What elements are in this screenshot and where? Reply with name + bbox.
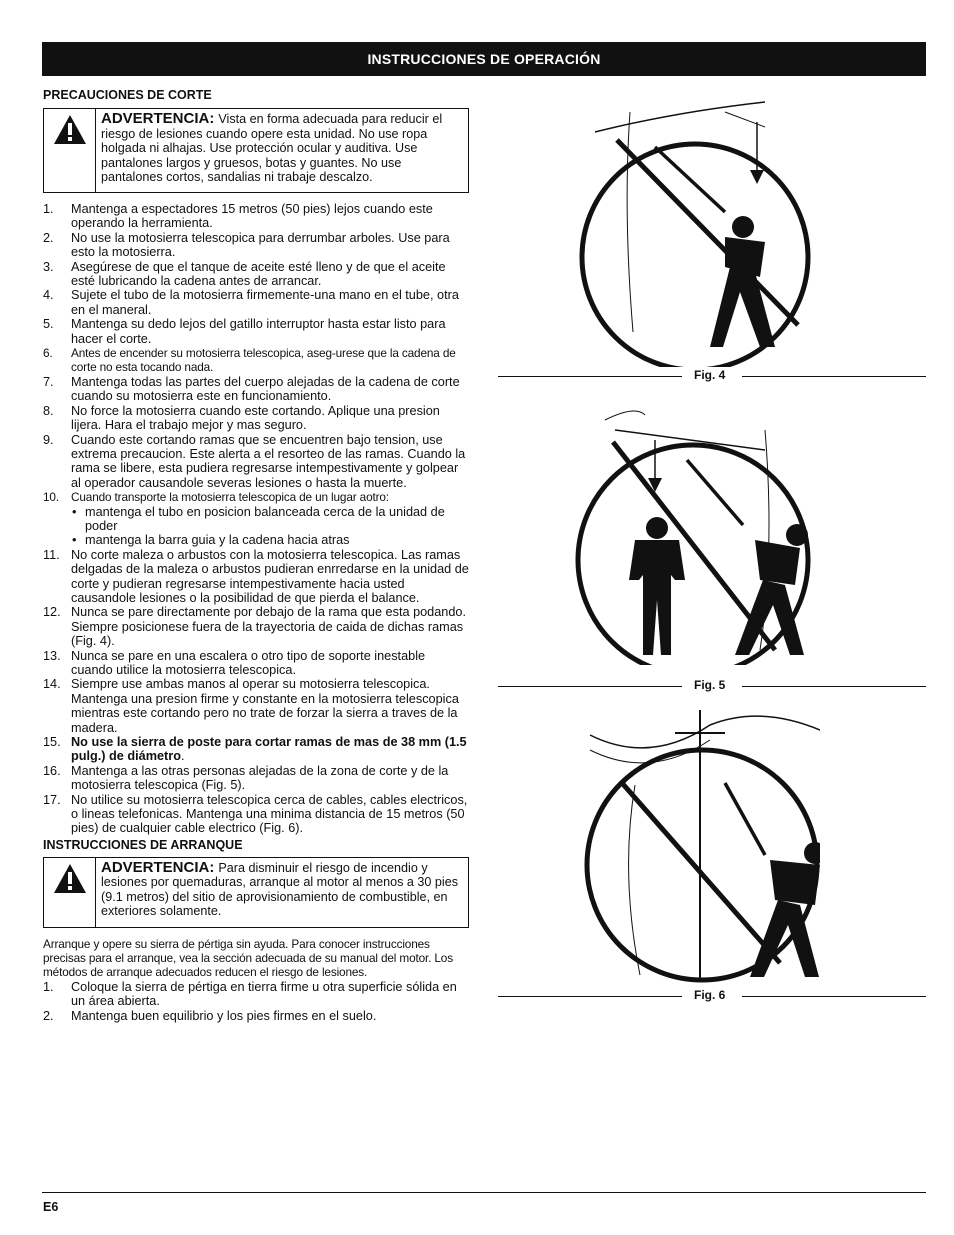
list-item: 13. Nunca se pare en una escalera o otro tipo de soporte inestable cuando utilice la motosierra telescopica. (43, 648, 426, 677)
warning-triangle-icon (53, 863, 87, 894)
list-item: 14. Siempre use ambas manos al operar su motosierra telescopica. Mantenga una presion firme y constante en la motosierra telescopica mientras este cortando pero no trate de forzar la sierra a traves de la madera. (43, 677, 459, 735)
list-item: 3. Asegúrese de que el tanque de aceite esté lleno y de que el aceite esté lubricando la cadena antes de arrancar. (43, 259, 446, 289)
warning-icon-cell (44, 858, 96, 927)
starting-warning-text: Para disminuir el riesgo de incendio y lesiones por quemaduras, arranque al motor al menos a 30 pies (9.1 metros) del sitio de aprovisionamiento de combustible, en exteriores solamente. (101, 860, 459, 919)
footer-divider (42, 1192, 926, 1193)
fig5-illustration (575, 400, 815, 665)
starting-list (43, 980, 469, 1023)
list-item: 8. No force la motosierra cuando este cortando. Aplique una presion lijera. Hara el trabajo mejor y mas seguro. (43, 403, 440, 433)
starting-intro: Arranque y opere su sierra de pértiga sin ayuda. Para conocer instrucciones precisas para el arranque, vea la sección adecuada de su manual del motor. Los métodos de arranque adecuados reducen el riesgo de lesiones. (43, 936, 453, 980)
list-item: 6. Antes de encender su motosierra telescopica, aseg-urese que la cadena de corte no esta tocando nada. (43, 346, 456, 375)
list-item: 2. Mantenga buen equilibrio y los pies firmes en el suelo. (43, 1008, 377, 1023)
fig6-caption: Fig. 6 (694, 988, 726, 1002)
fig6-caption-line-left (498, 996, 682, 997)
list-item: 4. Sujete el tubo de la motosierra firmemente-una mano en el tube, otra en el maneral. (43, 288, 459, 317)
fig4-caption-line-right (742, 376, 926, 377)
fig6-caption-line-right (742, 996, 926, 997)
sub-list-item: • mantenga el tubo en posicion balanceada cerca de la unidad de poder (72, 504, 445, 533)
list-item: 2. No use la motosierra telescopica para derrumbar arboles. Use para esto la motosierra. (43, 230, 450, 260)
list-item: 7. Mantenga todas las partes del cuerpo alejadas de la cadena de corte cuando su motosierra este en funcionamiento. (43, 374, 460, 404)
sub-list-item: • mantenga la barra guia y la cadena hacia atras (72, 533, 350, 548)
starting-warning-text-block (96, 858, 468, 927)
sub-list (71, 505, 469, 548)
section-header-title: INSTRUCCIONES DE OPERACIÓN (367, 51, 601, 67)
cutting-warning-text: Vista en forma adecuada para reducir el riesgo de lesiones cuando opere esta unidad. No use ropa holgada ni alhajas. Use protección ocular y auditiva. Use pantalones largos y gruesos, botas y guantes. No use pantalones cortos, sandalias ni trabaje descalzo. (101, 112, 443, 184)
section-header (42, 42, 926, 76)
fig5-caption-line-left (498, 686, 682, 687)
list-item: 1. Mantenga a espectadores 15 metros (50 pies) lejos cuando este operando la herramienta. (43, 202, 433, 231)
cutting-warning-box (43, 108, 469, 193)
fig4-caption-line-left (498, 376, 682, 377)
fig4-caption: Fig. 4 (694, 368, 726, 382)
starting-warning-box (43, 857, 469, 928)
starting-warning-label: ADVERTENCIA: (101, 858, 215, 876)
cutting-precautions-title: PRECAUCIONES DE CORTE (43, 88, 212, 102)
text-column (43, 88, 469, 1023)
fig5-caption: Fig. 5 (694, 678, 726, 692)
list-item: 1. Coloque la sierra de pértiga en tierra firme u otra superficie sólida en un área abierta. (43, 979, 457, 1009)
list-item: 12. Nunca se pare directamente por debajo de la rama que esta podando. Siempre posicionese fuera de la trayectoria de caida de dichas ramas (Fig. 4). (43, 605, 466, 649)
list-item: 10. Cuando transporte la motosierra telescopica de un lugar aotro: (43, 490, 389, 505)
starting-instructions-title: INSTRUCCIONES DE ARRANQUE (43, 837, 243, 852)
fig4-illustration (575, 92, 815, 367)
list-item: 17. No utilice su motosierra telescopica cerca de cables, cables electricos, o lineas telefonicas. Mantenga una minima distancia de 15 metros (50 pies) de cualquier cable electrico (Fig. 6). (43, 792, 468, 836)
page-number: E6 (43, 1200, 59, 1214)
fig5-caption-line-right (742, 686, 926, 687)
fig6-illustration (580, 705, 820, 985)
list-item: 16. Mantenga a las otras personas alejadas de la zona de corte y de la motosierra telescopica (Fig. 5). (43, 763, 449, 793)
cutting-precautions-list (43, 202, 469, 836)
list-item: 11. No corte maleza o arbustos con la motosierra telescopica. Las ramas delgadas de la maleza o arbustos pudieran enrredarse en la unidad de corte y pudieran regresarse intempestivamente hacia usted causandole lesiones o la posibilidad de que pierda el balance. (43, 547, 469, 605)
warning-icon-cell (44, 109, 96, 192)
cutting-warning-text-block (96, 109, 468, 192)
list-item (43, 505, 469, 548)
list-item: 15. No use la sierra de poste para cortar ramas de mas de 38 mm (1.5 pulg.) de diámetro. (43, 735, 467, 764)
list-item: 5. Mantenga su dedo lejos del gatillo interruptor hasta estar listo para hacer el corte. (43, 317, 446, 346)
warning-triangle-icon (53, 114, 87, 145)
cutting-warning-label: ADVERTENCIA: (101, 110, 215, 127)
list-item: 9. Cuando este cortando ramas que se encuentren bajo tension, use extrema precaucion. Este alerta a el resorteo de las ramas. Cuando la rama se libere, esta pudiera regresarse intempestivamente y golpear al operador causandole severas lesiones o hasta la muerte. (43, 432, 466, 490)
